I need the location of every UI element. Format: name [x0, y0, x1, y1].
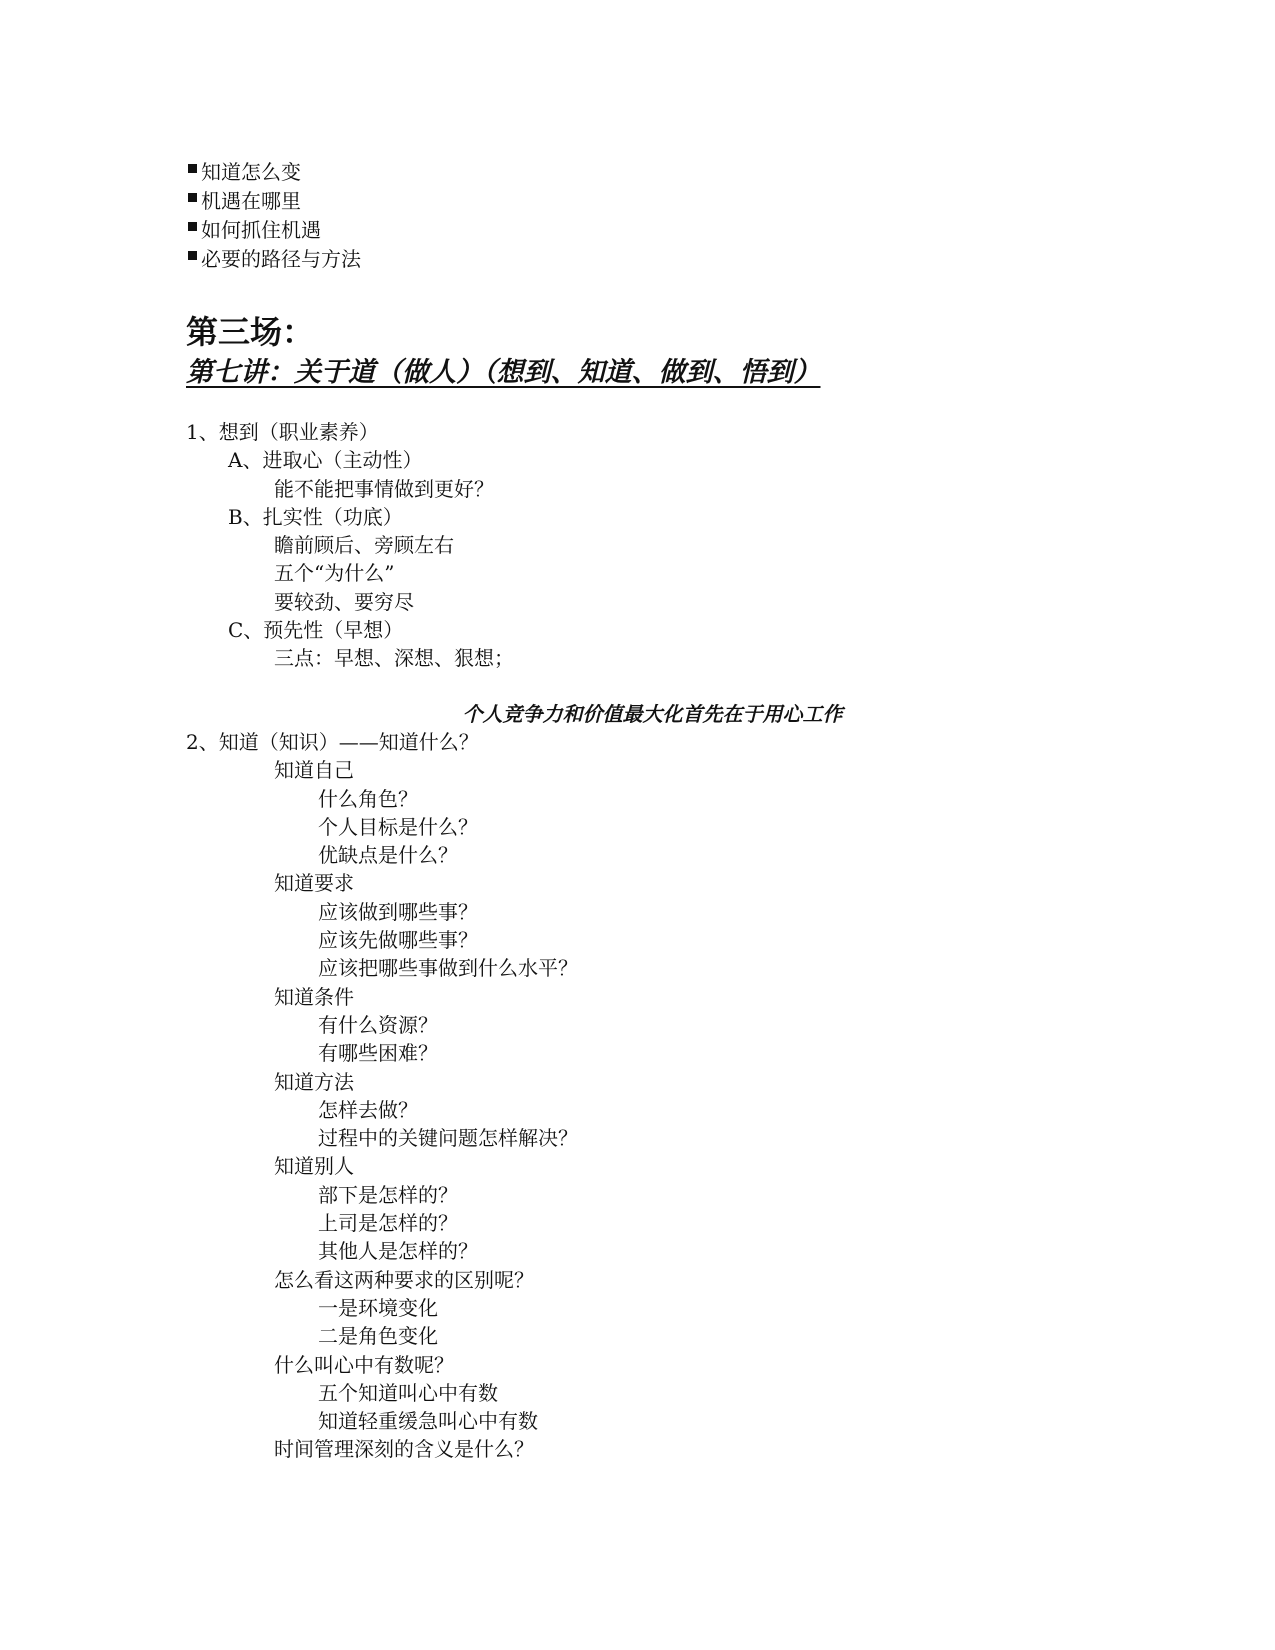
bullet-text: 机遇在哪里 — [201, 189, 301, 213]
subsection-heading: C、预先性（早想） — [228, 618, 404, 643]
outline-item: 过程中的关键问题怎样解决？ — [318, 1126, 578, 1151]
bullet-item — [188, 158, 361, 187]
outline-item: 五个知道叫心中有数 — [318, 1380, 498, 1405]
bullet-list — [188, 158, 361, 274]
square-bullet-icon — [188, 164, 197, 173]
square-bullet-icon — [188, 222, 197, 231]
group-heading: 什么叫心中有数呢？ — [274, 1352, 454, 1377]
session-title: 第三场： — [186, 313, 315, 351]
bullet-text: 知道怎么变 — [201, 160, 301, 184]
outline-item: 五个“为什么” — [274, 561, 395, 586]
outline-item: 其他人是怎样的？ — [318, 1239, 478, 1264]
bullet-item — [188, 187, 361, 216]
bullet-text: 如何抓住机遇 — [201, 218, 321, 242]
outline-item: 有哪些困难？ — [318, 1041, 438, 1066]
group-heading: 知道别人 — [274, 1154, 354, 1179]
outline-item: 应该先做哪些事？ — [318, 928, 478, 953]
outline-item: 怎样去做？ — [318, 1097, 418, 1122]
section-heading: 1、想到（职业素养） — [186, 420, 379, 444]
outline-item: 部下是怎样的？ — [318, 1182, 458, 1207]
outline-item: 知道轻重缓急叫心中有数 — [318, 1409, 538, 1434]
section-1-outline — [186, 418, 514, 673]
outline-item: 瞻前顾后、旁顾左右 — [274, 533, 454, 558]
outline-item: 优缺点是什么？ — [318, 843, 458, 868]
group-heading: 知道条件 — [274, 984, 354, 1009]
outline-item: 二是角色变化 — [318, 1324, 438, 1349]
group-heading: 知道方法 — [274, 1069, 354, 1094]
subsection-heading: A、进取心（主动性） — [228, 448, 423, 473]
outline-item: 上司是怎样的？ — [318, 1211, 458, 1236]
subsection-heading: B、扎实性（功底） — [228, 504, 403, 529]
group-heading: 怎么看这两种要求的区别呢？ — [274, 1267, 534, 1292]
outline-item: 要较劲、要穷尽 — [274, 589, 414, 614]
emphasis-statement: 个人竞争力和价值最大化首先在于用心工作 — [462, 702, 843, 726]
outline-item: 应该把哪些事做到什么水平？ — [318, 956, 578, 981]
bullet-item — [188, 245, 361, 274]
square-bullet-icon — [188, 193, 197, 202]
section-heading: 2、知道（知识）——知道什么？ — [186, 730, 479, 754]
outline-item: 应该做到哪些事？ — [318, 899, 478, 924]
outline-item: 三点：早想、深想、狠想； — [274, 646, 514, 671]
group-heading: 时间管理深刻的含义是什么？ — [274, 1437, 534, 1462]
lecture-title: 第七讲：关于道（做人）（想到、知道、做到、悟到） — [186, 357, 821, 388]
group-heading: 知道自己 — [274, 758, 354, 783]
outline-item: 有什么资源？ — [318, 1012, 438, 1037]
section-2-outline — [186, 728, 578, 1464]
outline-item: 一是环境变化 — [318, 1295, 438, 1320]
outline-item: 个人目标是什么？ — [318, 814, 478, 839]
outline-item: 什么角色？ — [318, 786, 418, 811]
outline-item: 能不能把事情做到更好？ — [274, 476, 494, 501]
group-heading: 知道要求 — [274, 871, 354, 896]
bullet-text: 必要的路径与方法 — [201, 247, 361, 271]
bullet-item — [188, 216, 361, 245]
square-bullet-icon — [188, 251, 197, 260]
